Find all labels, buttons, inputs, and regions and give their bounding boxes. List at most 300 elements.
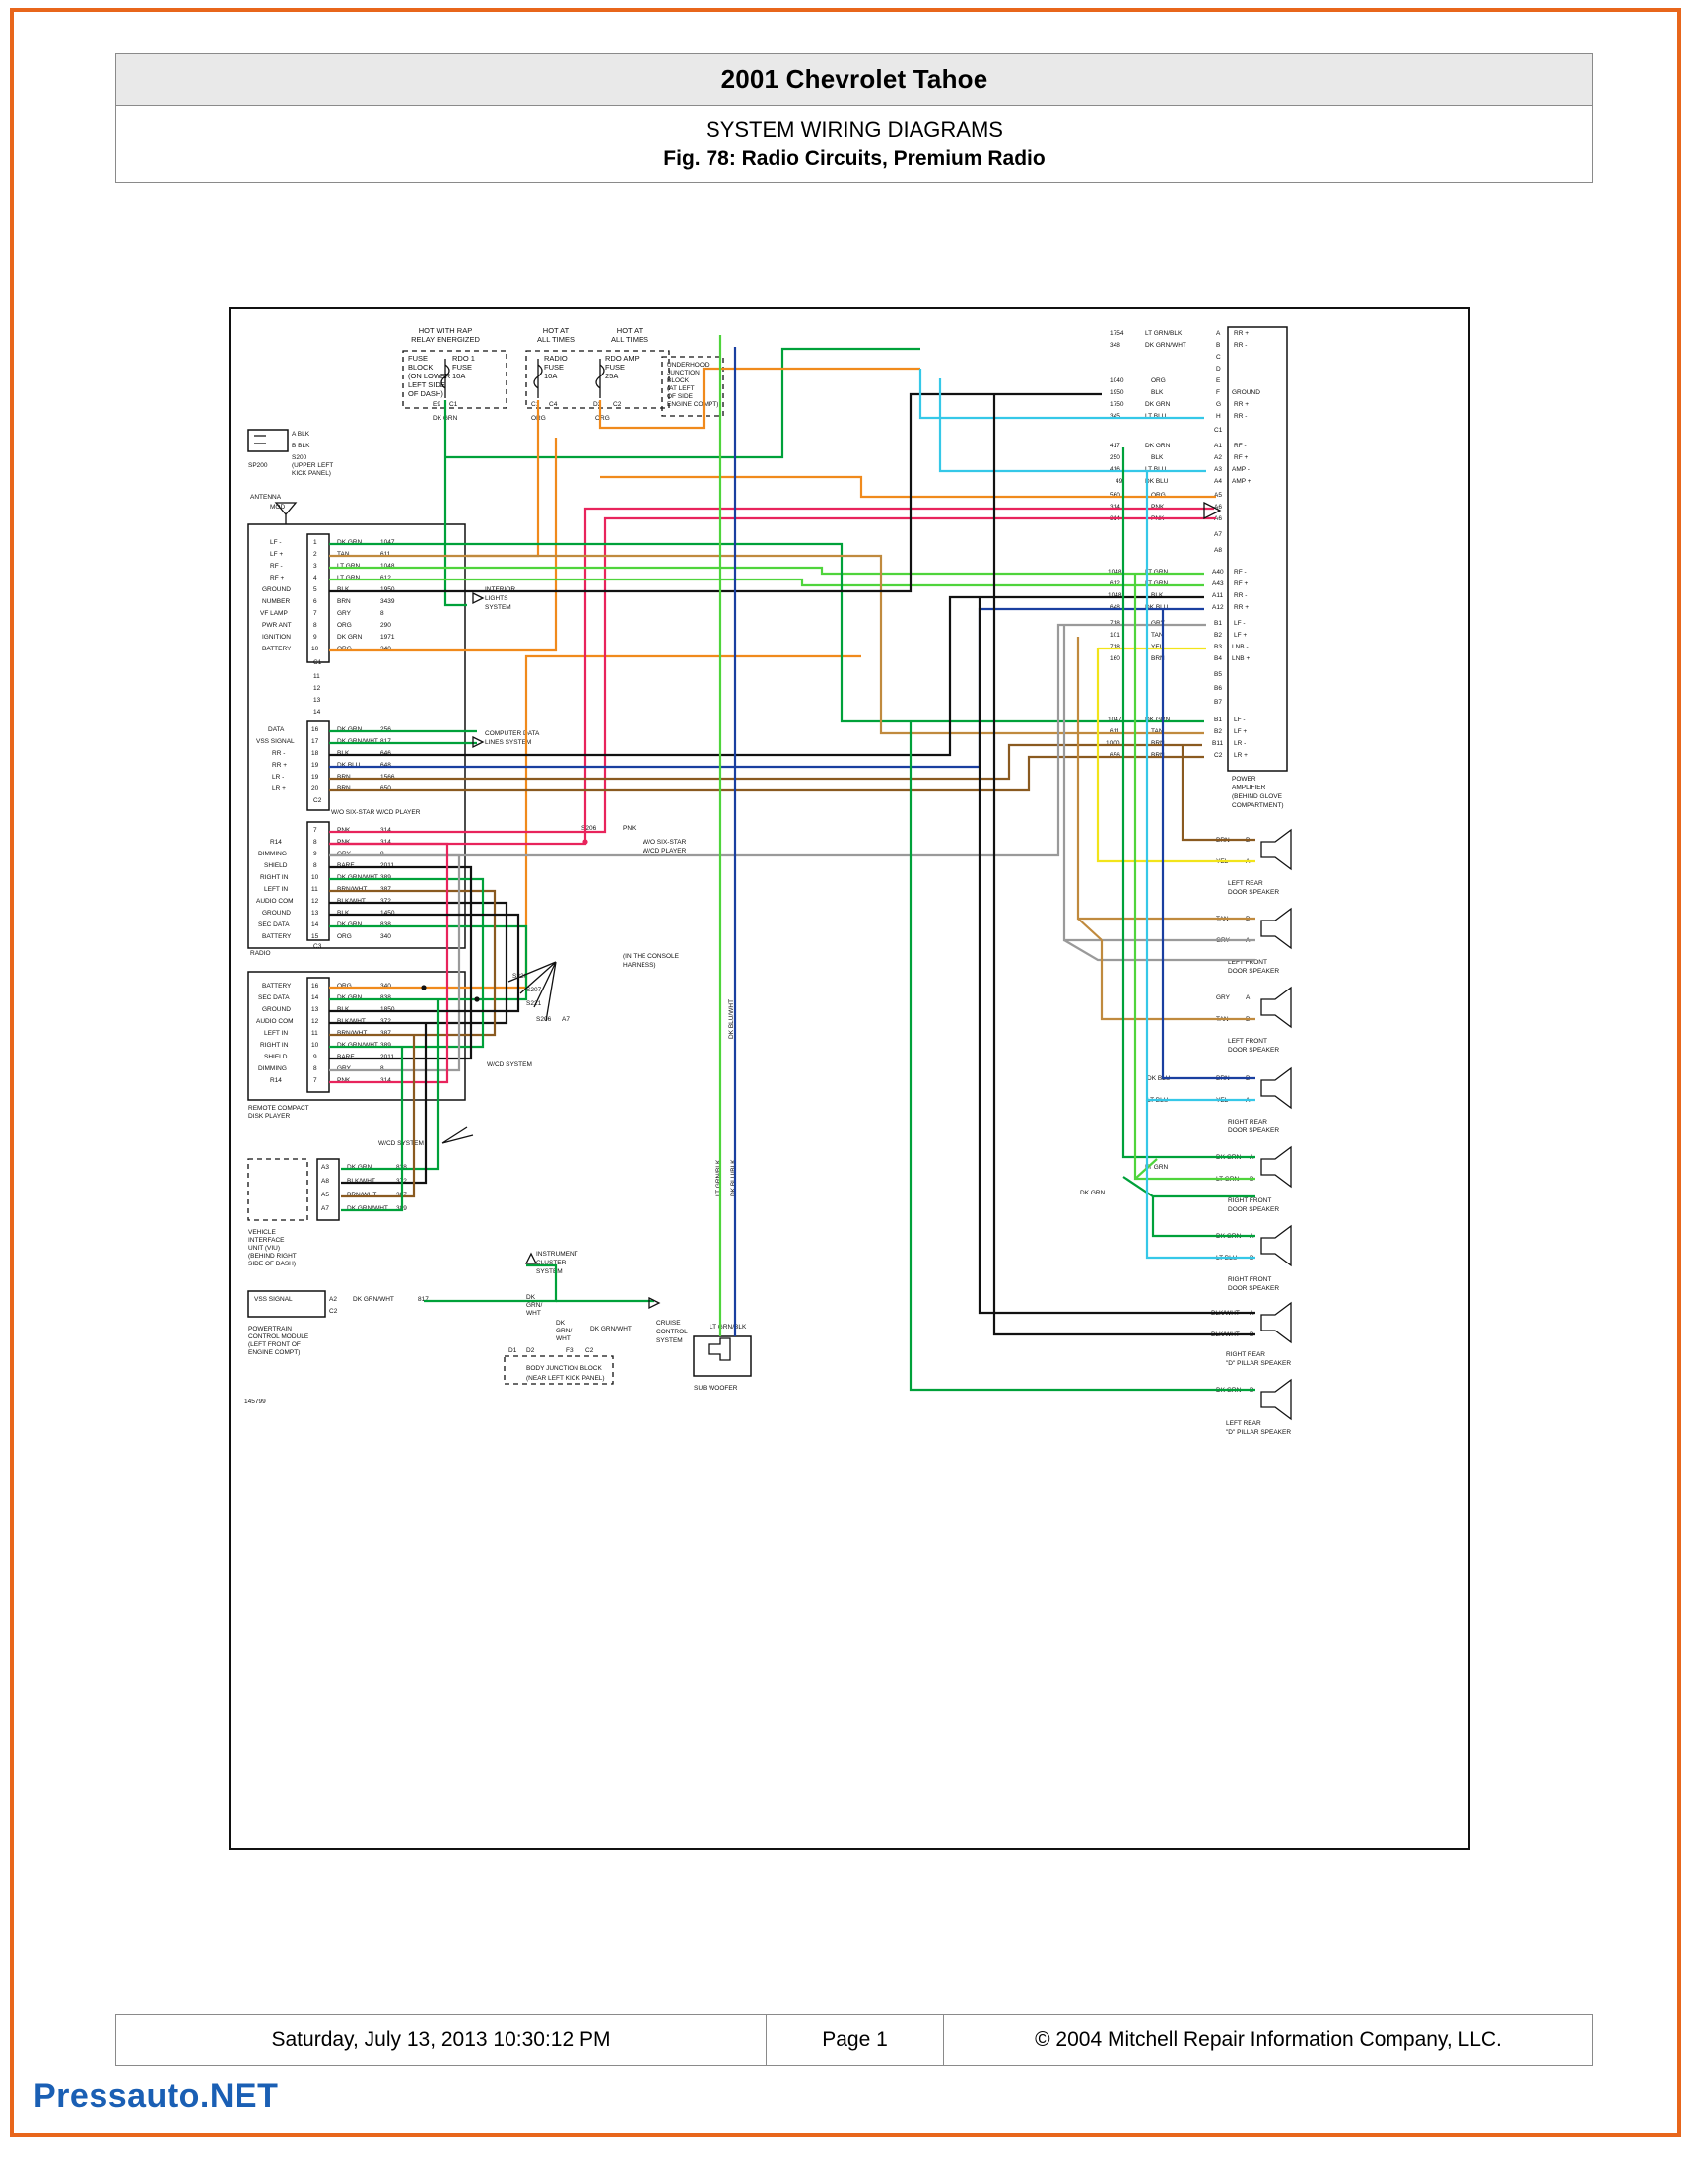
svg-text:A40: A40 bbox=[1212, 569, 1224, 576]
svg-text:11: 11 bbox=[311, 886, 318, 893]
svg-text:RDO 1: RDO 1 bbox=[452, 354, 475, 363]
svg-text:W/O SIX-STAR W/CD PLAYER: W/O SIX-STAR W/CD PLAYER bbox=[331, 809, 421, 816]
svg-text:LF +: LF + bbox=[1234, 632, 1248, 639]
svg-text:1950: 1950 bbox=[1110, 389, 1124, 396]
svg-text:1048: 1048 bbox=[1108, 569, 1122, 576]
svg-text:C1: C1 bbox=[1214, 427, 1223, 434]
svg-text:FUSE: FUSE bbox=[544, 363, 565, 372]
wiring-diagram bbox=[229, 307, 1470, 1850]
footer-copyright: © 2004 Mitchell Repair Information Company, LLC. bbox=[1035, 2028, 1502, 2051]
svg-text:656: 656 bbox=[1110, 752, 1120, 759]
svg-text:LF -: LF - bbox=[270, 539, 282, 546]
svg-text:RIGHT REAR: RIGHT REAR bbox=[1228, 1119, 1267, 1126]
svg-text:LNB -: LNB - bbox=[1232, 644, 1249, 650]
header-subtitle: SYSTEM WIRING DIAGRAMS bbox=[706, 117, 1003, 142]
svg-text:GROUND: GROUND bbox=[262, 586, 291, 593]
svg-text:CRUISE: CRUISE bbox=[656, 1320, 681, 1327]
svg-text:13: 13 bbox=[311, 1006, 319, 1013]
svg-text:372: 372 bbox=[396, 1178, 407, 1185]
watermark: Pressauto.NET bbox=[34, 2078, 279, 2115]
svg-text:B5: B5 bbox=[1214, 671, 1222, 678]
svg-text:DK BLU: DK BLU bbox=[1145, 604, 1169, 611]
svg-text:BRN: BRN bbox=[1151, 752, 1165, 759]
svg-text:RDO AMP: RDO AMP bbox=[605, 354, 640, 363]
svg-text:LT GRN: LT GRN bbox=[337, 563, 361, 570]
svg-text:19: 19 bbox=[311, 774, 319, 781]
svg-text:RF -: RF - bbox=[1234, 443, 1247, 449]
svg-text:INTERIOR: INTERIOR bbox=[485, 586, 516, 593]
svg-text:DOOR SPEAKER: DOOR SPEAKER bbox=[1228, 1206, 1280, 1213]
document-footer bbox=[115, 2014, 1593, 2066]
svg-text:648: 648 bbox=[380, 762, 391, 769]
svg-text:(ON LOWER: (ON LOWER bbox=[408, 372, 451, 380]
svg-text:LF -: LF - bbox=[1234, 717, 1246, 723]
svg-text:C4: C4 bbox=[549, 401, 558, 408]
svg-text:14: 14 bbox=[311, 921, 319, 928]
svg-text:LINES SYSTEM: LINES SYSTEM bbox=[485, 739, 532, 746]
svg-text:2011: 2011 bbox=[380, 862, 394, 869]
svg-text:RF -: RF - bbox=[270, 563, 283, 570]
svg-text:LEFT IN: LEFT IN bbox=[264, 886, 289, 893]
svg-text:13: 13 bbox=[313, 697, 321, 704]
svg-text:UNIT (VIU): UNIT (VIU) bbox=[248, 1245, 281, 1252]
svg-text:49: 49 bbox=[1116, 478, 1123, 485]
svg-text:1000: 1000 bbox=[1106, 740, 1120, 747]
svg-text:372: 372 bbox=[380, 1018, 391, 1025]
svg-text:1566: 1566 bbox=[380, 774, 395, 781]
svg-text:14: 14 bbox=[311, 994, 319, 1001]
svg-text:ORG: ORG bbox=[531, 415, 546, 422]
svg-text:DK GRN/WHT: DK GRN/WHT bbox=[337, 1042, 378, 1049]
svg-text:SHIELD: SHIELD bbox=[264, 862, 288, 869]
svg-text:RR -: RR - bbox=[1234, 592, 1248, 599]
svg-text:D2: D2 bbox=[526, 1347, 535, 1354]
svg-text:RF +: RF + bbox=[270, 575, 285, 581]
svg-text:ORG: ORG bbox=[337, 983, 352, 990]
svg-text:612: 612 bbox=[380, 575, 391, 581]
svg-text:16: 16 bbox=[311, 726, 319, 733]
svg-text:16: 16 bbox=[311, 983, 319, 990]
svg-text:A2: A2 bbox=[329, 1296, 337, 1303]
svg-text:CONTROL: CONTROL bbox=[656, 1329, 688, 1335]
svg-text:10A: 10A bbox=[544, 372, 558, 380]
svg-text:JUNCTION: JUNCTION bbox=[667, 370, 700, 376]
svg-text:(BEHIND GLOVE: (BEHIND GLOVE bbox=[1232, 793, 1282, 800]
svg-text:YEL: YEL bbox=[1216, 858, 1229, 865]
svg-text:8: 8 bbox=[380, 851, 384, 857]
svg-text:B: B bbox=[1250, 1255, 1254, 1262]
svg-text:DISK PLAYER: DISK PLAYER bbox=[248, 1113, 291, 1120]
svg-text:AMP +: AMP + bbox=[1232, 478, 1251, 485]
svg-text:RADIO: RADIO bbox=[544, 354, 568, 363]
svg-text:290: 290 bbox=[380, 622, 391, 629]
svg-text:ENGINE COMPT): ENGINE COMPT) bbox=[667, 401, 719, 408]
svg-text:9: 9 bbox=[313, 634, 317, 641]
svg-text:PNK: PNK bbox=[337, 839, 351, 846]
svg-text:A6: A6 bbox=[1214, 515, 1222, 522]
svg-text:BLK: BLK bbox=[1151, 389, 1164, 396]
svg-text:838: 838 bbox=[380, 994, 391, 1001]
svg-text:RR +: RR + bbox=[272, 762, 287, 769]
svg-text:DK GRN: DK GRN bbox=[1216, 1387, 1242, 1394]
svg-text:A: A bbox=[1216, 330, 1221, 337]
svg-text:BATTERY: BATTERY bbox=[262, 933, 292, 940]
svg-text:(IN THE CONSOLE: (IN THE CONSOLE bbox=[623, 953, 679, 960]
svg-text:WHT: WHT bbox=[526, 1310, 541, 1317]
svg-text:BLK/WHT: BLK/WHT bbox=[337, 898, 366, 905]
svg-text:FUSE: FUSE bbox=[408, 354, 429, 363]
svg-text:11: 11 bbox=[311, 1030, 318, 1037]
svg-text:BLK/WHT: BLK/WHT bbox=[1211, 1310, 1240, 1317]
svg-text:14: 14 bbox=[313, 709, 321, 716]
svg-text:LEFT SIDE: LEFT SIDE bbox=[408, 380, 445, 389]
svg-text:PNK: PNK bbox=[337, 1077, 351, 1084]
svg-text:18: 18 bbox=[311, 750, 319, 757]
svg-text:B2: B2 bbox=[1214, 728, 1222, 735]
svg-text:POWER: POWER bbox=[1232, 776, 1256, 783]
svg-text:A12: A12 bbox=[1212, 604, 1224, 611]
svg-text:UNDERHOOD: UNDERHOOD bbox=[667, 362, 710, 369]
svg-text:A4: A4 bbox=[1214, 478, 1222, 485]
svg-text:1048: 1048 bbox=[380, 563, 395, 570]
svg-text:R14: R14 bbox=[270, 1077, 282, 1084]
svg-text:A7: A7 bbox=[562, 1016, 570, 1023]
svg-text:BODY JUNCTION BLOCK: BODY JUNCTION BLOCK bbox=[526, 1365, 602, 1372]
svg-text:BARE: BARE bbox=[337, 1054, 355, 1060]
svg-text:RF -: RF - bbox=[1234, 569, 1247, 576]
svg-text:ENGINE COMPT): ENGINE COMPT) bbox=[248, 1349, 301, 1356]
svg-text:SEC DATA: SEC DATA bbox=[258, 994, 290, 1001]
svg-text:LIGHTS: LIGHTS bbox=[485, 595, 508, 602]
svg-text:(NEAR LEFT KICK PANEL): (NEAR LEFT KICK PANEL) bbox=[526, 1375, 605, 1382]
sub-woofer bbox=[694, 999, 751, 1392]
svg-text:C2: C2 bbox=[1214, 752, 1223, 759]
svg-text:345: 345 bbox=[1110, 413, 1120, 420]
svg-text:5: 5 bbox=[313, 586, 317, 593]
svg-text:A7: A7 bbox=[321, 1205, 329, 1212]
svg-text:B: B bbox=[1216, 342, 1221, 349]
svg-text:GRN/: GRN/ bbox=[556, 1328, 573, 1334]
svg-text:SYSTEM: SYSTEM bbox=[485, 604, 511, 611]
svg-text:LT GRN: LT GRN bbox=[1145, 569, 1169, 576]
svg-text:RELAY ENERGIZED: RELAY ENERGIZED bbox=[411, 335, 480, 344]
svg-text:B1: B1 bbox=[1214, 717, 1222, 723]
svg-text:BATTERY: BATTERY bbox=[262, 646, 292, 652]
svg-text:817: 817 bbox=[380, 738, 391, 745]
svg-text:B: B bbox=[1246, 916, 1251, 922]
svg-text:LT GRN/BLK: LT GRN/BLK bbox=[710, 1324, 747, 1331]
svg-text:BLK: BLK bbox=[337, 1006, 350, 1013]
svg-text:S220: S220 bbox=[512, 973, 528, 980]
svg-text:DK GRN: DK GRN bbox=[1145, 717, 1171, 723]
svg-text:387: 387 bbox=[380, 886, 391, 893]
body-junction-block bbox=[505, 1347, 613, 1384]
svg-text:BLOCK: BLOCK bbox=[408, 363, 434, 372]
svg-text:2: 2 bbox=[313, 551, 317, 558]
svg-text:DK BLU/BLK: DK BLU/BLK bbox=[730, 1159, 737, 1196]
svg-text:B: B bbox=[1250, 1387, 1254, 1394]
svg-text:BLK: BLK bbox=[1151, 454, 1164, 461]
svg-text:"D" PILLAR SPEAKER: "D" PILLAR SPEAKER bbox=[1226, 1429, 1292, 1436]
svg-text:DK GRN/WHT: DK GRN/WHT bbox=[1145, 342, 1186, 349]
svg-text:387: 387 bbox=[380, 1030, 391, 1037]
svg-text:C1: C1 bbox=[531, 401, 540, 408]
svg-text:YEL: YEL bbox=[1151, 644, 1164, 650]
svg-text:DK GRN: DK GRN bbox=[337, 726, 363, 733]
svg-text:DK GRN: DK GRN bbox=[433, 415, 458, 422]
svg-text:A: A bbox=[1250, 1233, 1254, 1240]
svg-text:GROUND: GROUND bbox=[262, 1006, 291, 1013]
svg-text:1750: 1750 bbox=[1110, 401, 1124, 408]
svg-text:DK BLU/WHT: DK BLU/WHT bbox=[728, 998, 735, 1039]
svg-text:VEHICLE: VEHICLE bbox=[248, 1229, 276, 1236]
svg-text:611: 611 bbox=[1110, 728, 1120, 735]
svg-text:(UPPER LEFT: (UPPER LEFT bbox=[292, 462, 334, 469]
svg-text:BARE: BARE bbox=[337, 862, 355, 869]
svg-text:387: 387 bbox=[396, 1192, 407, 1198]
svg-text:LR +: LR + bbox=[272, 785, 286, 792]
svg-text:348: 348 bbox=[1110, 342, 1120, 349]
svg-text:BRN: BRN bbox=[1151, 740, 1165, 747]
svg-text:SUB WOOFER: SUB WOOFER bbox=[694, 1385, 738, 1392]
svg-text:BRN/WHT: BRN/WHT bbox=[347, 1192, 377, 1198]
svg-text:NUMBER: NUMBER bbox=[262, 598, 291, 605]
svg-text:B: B bbox=[1246, 1075, 1251, 1082]
svg-text:10: 10 bbox=[311, 874, 319, 881]
svg-text:G: G bbox=[1216, 401, 1222, 408]
svg-text:TAN: TAN bbox=[1151, 728, 1164, 735]
svg-text:250: 250 bbox=[1110, 454, 1120, 461]
svg-text:GRY: GRY bbox=[1216, 937, 1230, 944]
svg-text:B11: B11 bbox=[1212, 740, 1224, 747]
svg-text:B2: B2 bbox=[1214, 632, 1222, 639]
svg-text:VSS SIGNAL: VSS SIGNAL bbox=[254, 1296, 293, 1303]
svg-text:DK GRN/WHT: DK GRN/WHT bbox=[337, 738, 378, 745]
svg-text:BLK/WHT: BLK/WHT bbox=[347, 1178, 375, 1185]
svg-text:145799: 145799 bbox=[244, 1399, 266, 1405]
svg-text:LT GRN: LT GRN bbox=[1216, 1176, 1240, 1183]
svg-text:1048: 1048 bbox=[1108, 592, 1122, 599]
svg-text:H: H bbox=[1216, 413, 1221, 420]
svg-text:S200: S200 bbox=[292, 454, 307, 461]
svg-text:A5: A5 bbox=[321, 1192, 329, 1198]
svg-text:BLOCK: BLOCK bbox=[667, 377, 690, 384]
svg-text:TAN: TAN bbox=[1216, 1016, 1229, 1023]
svg-text:8: 8 bbox=[313, 862, 317, 869]
svg-text:W/O SIX-STAR: W/O SIX-STAR bbox=[643, 839, 687, 846]
svg-text:INTERFACE: INTERFACE bbox=[248, 1237, 285, 1244]
svg-text:314: 314 bbox=[380, 839, 391, 846]
svg-text:RIGHT FRONT: RIGHT FRONT bbox=[1228, 1197, 1272, 1204]
svg-text:DK GRN: DK GRN bbox=[337, 539, 363, 546]
svg-text:LR -: LR - bbox=[1234, 740, 1247, 747]
svg-text:S206: S206 bbox=[581, 825, 597, 832]
svg-text:ORG: ORG bbox=[1151, 377, 1166, 384]
svg-text:E: E bbox=[1216, 377, 1221, 384]
svg-text:TAN: TAN bbox=[1151, 632, 1164, 639]
svg-text:A1: A1 bbox=[1214, 443, 1222, 449]
svg-text:ORG: ORG bbox=[337, 646, 352, 652]
svg-text:VSS SIGNAL: VSS SIGNAL bbox=[256, 738, 295, 745]
antenna-module bbox=[250, 494, 296, 524]
page-title: 2001 Chevrolet Tahoe bbox=[116, 54, 1592, 106]
svg-text:19: 19 bbox=[311, 762, 319, 769]
svg-text:DOOR SPEAKER: DOOR SPEAKER bbox=[1228, 1047, 1280, 1054]
svg-text:LT GRN/BLK: LT GRN/BLK bbox=[715, 1159, 722, 1196]
svg-text:(LEFT FRONT OF: (LEFT FRONT OF bbox=[248, 1341, 301, 1348]
svg-text:BLK: BLK bbox=[337, 750, 350, 757]
svg-text:DOOR SPEAKER: DOOR SPEAKER bbox=[1228, 889, 1280, 896]
svg-text:560: 560 bbox=[1110, 492, 1120, 499]
svg-text:C: C bbox=[1216, 354, 1221, 361]
svg-text:B: B bbox=[1246, 837, 1251, 844]
svg-text:314: 314 bbox=[380, 1077, 391, 1084]
svg-text:1047: 1047 bbox=[380, 539, 395, 546]
svg-text:1950: 1950 bbox=[380, 586, 395, 593]
svg-text:B BLK: B BLK bbox=[292, 443, 310, 449]
svg-text:DK GRN: DK GRN bbox=[347, 1164, 372, 1171]
svg-text:GRY: GRY bbox=[337, 1065, 351, 1072]
svg-text:LT BLU: LT BLU bbox=[1216, 1255, 1238, 1262]
svg-text:BLK/WHT: BLK/WHT bbox=[1211, 1331, 1240, 1338]
svg-text:650: 650 bbox=[380, 785, 391, 792]
svg-text:372: 372 bbox=[380, 898, 391, 905]
svg-text:DATA: DATA bbox=[268, 726, 285, 733]
svg-text:8: 8 bbox=[380, 610, 384, 617]
svg-text:C1: C1 bbox=[313, 659, 322, 666]
svg-text:BRN: BRN bbox=[337, 785, 351, 792]
svg-text:GRY: GRY bbox=[1216, 994, 1230, 1001]
svg-text:101: 101 bbox=[1110, 632, 1120, 639]
svg-text:RR -: RR - bbox=[1234, 413, 1248, 420]
svg-text:A11: A11 bbox=[1212, 592, 1224, 599]
svg-text:RIGHT FRONT: RIGHT FRONT bbox=[1228, 1276, 1272, 1283]
svg-text:DK GRN/WHT: DK GRN/WHT bbox=[347, 1205, 388, 1212]
svg-text:12: 12 bbox=[311, 898, 319, 905]
svg-text:B: B bbox=[1246, 1016, 1251, 1023]
svg-text:SIDE OF DASH): SIDE OF DASH) bbox=[248, 1261, 297, 1267]
svg-text:CLUSTER: CLUSTER bbox=[536, 1260, 567, 1266]
svg-text:B4: B4 bbox=[1214, 655, 1222, 662]
svg-text:DIMMING: DIMMING bbox=[258, 1065, 287, 1072]
svg-text:DK GRN: DK GRN bbox=[337, 634, 363, 641]
svg-text:ORG: ORG bbox=[337, 933, 352, 940]
svg-text:R14: R14 bbox=[270, 839, 282, 846]
svg-text:GRY: GRY bbox=[1151, 620, 1165, 627]
svg-text:IGNITION: IGNITION bbox=[262, 634, 291, 641]
svg-text:340: 340 bbox=[380, 983, 391, 990]
svg-text:611: 611 bbox=[380, 551, 391, 558]
svg-text:GROUND: GROUND bbox=[1232, 389, 1260, 396]
svg-text:W/CD PLAYER: W/CD PLAYER bbox=[643, 848, 687, 854]
svg-text:340: 340 bbox=[380, 933, 391, 940]
svg-text:RIGHT REAR: RIGHT REAR bbox=[1226, 1351, 1265, 1358]
svg-text:1971: 1971 bbox=[380, 634, 395, 641]
svg-text:RIGHT IN: RIGHT IN bbox=[260, 874, 289, 881]
svg-text:WHT: WHT bbox=[556, 1335, 571, 1342]
svg-text:F: F bbox=[1216, 389, 1220, 396]
svg-text:PNK: PNK bbox=[623, 825, 637, 832]
svg-text:A2: A2 bbox=[1214, 454, 1222, 461]
svg-text:BRN/WHT: BRN/WHT bbox=[337, 886, 368, 893]
svg-text:MOD: MOD bbox=[270, 504, 286, 511]
svg-text:DK BLU: DK BLU bbox=[1145, 478, 1169, 485]
svg-text:D2: D2 bbox=[593, 401, 602, 408]
svg-text:OF SIDE: OF SIDE bbox=[667, 393, 694, 400]
svg-text:LT GRN: LT GRN bbox=[1145, 580, 1169, 587]
svg-text:389: 389 bbox=[380, 1042, 391, 1049]
svg-text:646: 646 bbox=[380, 750, 391, 757]
svg-text:S207: S207 bbox=[526, 987, 542, 993]
svg-text:AUDIO COM: AUDIO COM bbox=[256, 898, 294, 905]
svg-text:GROUND: GROUND bbox=[262, 910, 291, 917]
svg-text:DK BLU: DK BLU bbox=[337, 762, 361, 769]
svg-text:12: 12 bbox=[313, 685, 321, 692]
svg-text:7: 7 bbox=[313, 610, 317, 617]
svg-text:DK BLU: DK BLU bbox=[1147, 1075, 1171, 1082]
svg-text:BRN: BRN bbox=[337, 598, 351, 605]
svg-text:LEFT FRONT: LEFT FRONT bbox=[1228, 1038, 1267, 1045]
svg-text:BRN: BRN bbox=[1216, 837, 1230, 844]
svg-text:RF +: RF + bbox=[1234, 580, 1249, 587]
svg-text:LEFT IN: LEFT IN bbox=[264, 1030, 289, 1037]
svg-text:648: 648 bbox=[1110, 604, 1120, 611]
svg-text:(BEHIND RIGHT: (BEHIND RIGHT bbox=[248, 1253, 297, 1260]
svg-text:BLK/WHT: BLK/WHT bbox=[337, 1018, 366, 1025]
svg-text:SHIELD: SHIELD bbox=[264, 1054, 288, 1060]
svg-text:S221: S221 bbox=[526, 1000, 542, 1007]
svg-text:F3: F3 bbox=[566, 1347, 574, 1354]
svg-text:11: 11 bbox=[313, 673, 320, 680]
speaker-column bbox=[1080, 830, 1291, 1436]
svg-text:416: 416 bbox=[1110, 466, 1120, 473]
svg-text:PNK: PNK bbox=[1151, 515, 1165, 522]
svg-text:1: 1 bbox=[313, 539, 317, 546]
svg-text:RF +: RF + bbox=[1234, 454, 1249, 461]
svg-text:A BLK: A BLK bbox=[292, 431, 310, 438]
svg-text:LT BLU: LT BLU bbox=[1145, 413, 1167, 420]
svg-text:8: 8 bbox=[380, 1065, 384, 1072]
svg-text:RR +: RR + bbox=[1234, 401, 1249, 408]
svg-text:C3: C3 bbox=[313, 943, 322, 950]
svg-text:389: 389 bbox=[396, 1205, 407, 1212]
svg-text:ORG: ORG bbox=[337, 622, 352, 629]
svg-text:DK: DK bbox=[556, 1320, 566, 1327]
speaker-ground-s200 bbox=[248, 430, 333, 477]
svg-text:256: 256 bbox=[380, 726, 391, 733]
svg-text:13: 13 bbox=[311, 910, 319, 917]
svg-text:15: 15 bbox=[311, 933, 319, 940]
svg-text:A: A bbox=[1246, 858, 1251, 865]
svg-text:DOOR SPEAKER: DOOR SPEAKER bbox=[1228, 968, 1280, 975]
svg-text:LT BLU: LT BLU bbox=[1147, 1097, 1169, 1104]
svg-text:B: B bbox=[1250, 1176, 1254, 1183]
svg-text:2011: 2011 bbox=[380, 1054, 394, 1060]
footer-date: Saturday, July 13, 2013 10:30:12 PM bbox=[116, 2015, 767, 2065]
svg-text:A8: A8 bbox=[321, 1178, 329, 1185]
svg-text:838: 838 bbox=[380, 921, 391, 928]
svg-text:DK GRN/WHT: DK GRN/WHT bbox=[337, 874, 378, 881]
svg-text:A: A bbox=[1250, 1154, 1254, 1161]
svg-text:A3: A3 bbox=[321, 1164, 329, 1171]
svg-text:S206: S206 bbox=[536, 1016, 552, 1023]
svg-text:1450: 1450 bbox=[380, 910, 395, 917]
svg-text:B6: B6 bbox=[1214, 685, 1222, 692]
svg-text:W/CD SYSTEM: W/CD SYSTEM bbox=[378, 1140, 424, 1147]
svg-text:LR +: LR + bbox=[1234, 752, 1248, 759]
svg-text:YEL: YEL bbox=[1216, 1097, 1229, 1104]
svg-text:LEFT REAR: LEFT REAR bbox=[1228, 880, 1263, 887]
